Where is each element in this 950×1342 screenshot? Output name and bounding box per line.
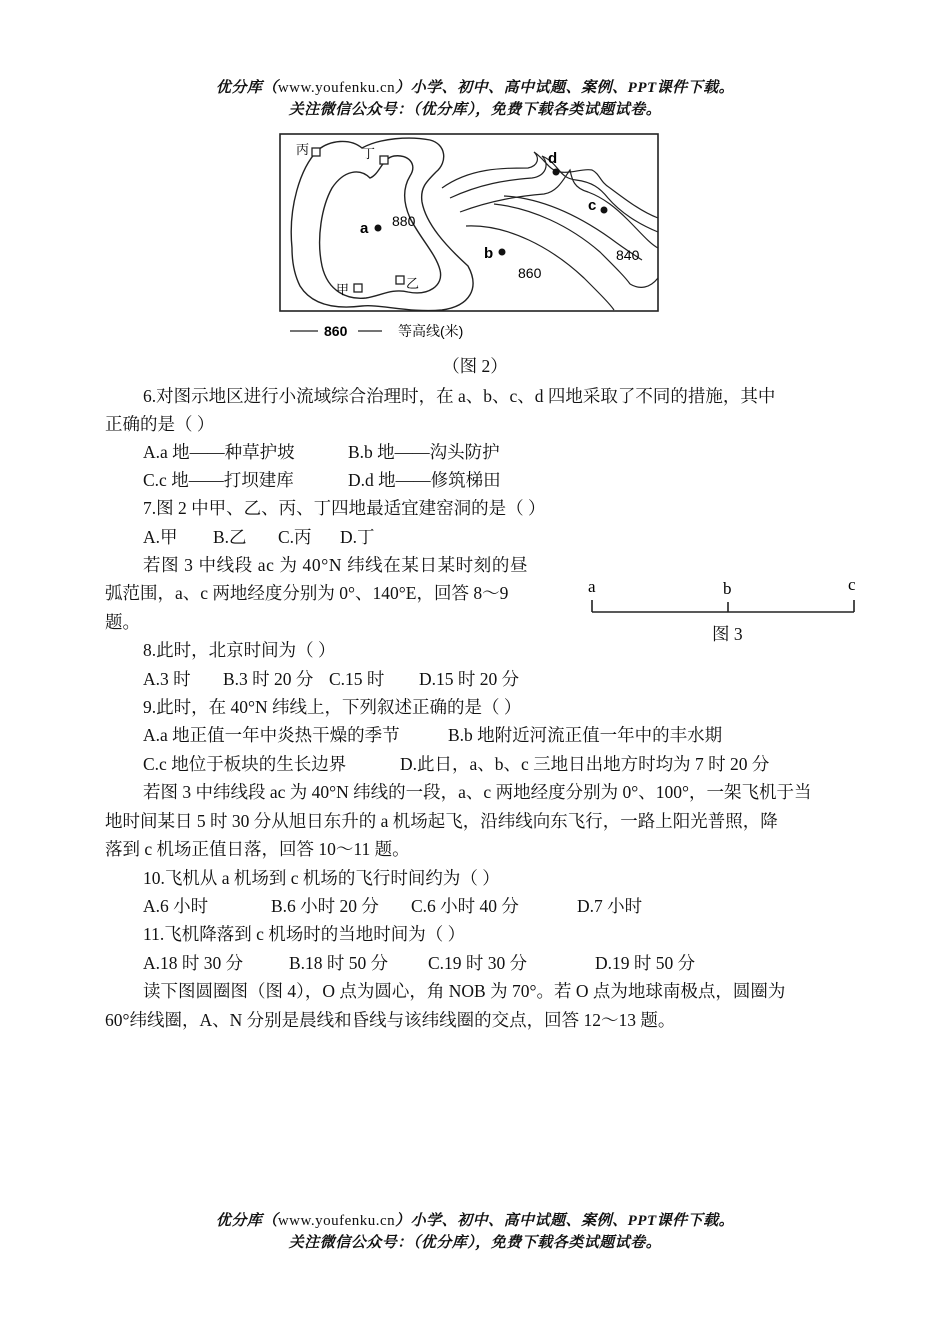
q7-option-a: A.甲: [143, 527, 178, 547]
q6-option-c: C.c 地——打坝建库: [143, 470, 294, 490]
point-d-dot: [553, 169, 560, 176]
header-line-2: 关注微信公众号：（优分库），免费下载各类试题试卷。: [288, 102, 662, 118]
q11-option-b: B.18 时 50 分: [289, 953, 389, 973]
intro-12-line-2: 60°纬线圈，A、N 分别是晨线和昏线与该纬线圈的交点，回答 12～13 题。: [105, 1010, 676, 1030]
q9-option-b: B.b 地附近河流正值一年中的丰水期: [448, 725, 723, 745]
footer-line-1: 优分库（www.youfenku.cn）小学、初中、高中试题、案例、PPT课件下载。: [215, 1213, 735, 1229]
q6-stem-line-1: 6.对图示地区进行小流域综合治理时，在 a、b、c、d 四地采取了不同的措施，其中: [143, 386, 776, 406]
q7-option-c: C.丙: [278, 527, 312, 547]
q11-option-d: D.19 时 50 分: [595, 953, 696, 973]
q11-stem: 11.飞机降落到 c 机场时的当地时间为（ ）: [143, 924, 466, 944]
intro-10-line-1: 若图 3 中纬线段 ac 为 40°N 纬线的一段，a、c 两地经度分别为 0°、100°，一架飞机于当: [143, 782, 812, 802]
q10-stem: 10.飞机从 a 机场到 c 机场的飞行时间约为（ ）: [143, 868, 500, 888]
q10-option-c: C.6 小时 40 分: [411, 896, 519, 916]
q6-stem-line-2: 正确的是（ ）: [105, 414, 215, 434]
q8-option-b: B.3 时 20 分: [223, 669, 314, 689]
q9-stem: 9.此时，在 40°N 纬线上，下列叙述正确的是（ ）: [143, 697, 522, 717]
q8-option-a: A.3 时: [143, 669, 191, 689]
place-bing-label: 丙: [296, 142, 310, 157]
intro-10-line-3: 落到 c 机场正值日落，回答 10～11 题。: [105, 839, 410, 859]
intro-10-line-2: 地时间某日 5 时 30 分从旭日东升的 a 机场起飞，沿纬线向东飞行，一路上阳光普照，降: [105, 811, 778, 831]
q9-option-a: A.a 地正值一年中炎热干燥的季节: [143, 725, 400, 745]
q10-option-d: D.7 小时: [577, 896, 643, 916]
footer-url: www.youfenku.cn: [277, 1213, 396, 1229]
fig3-label-b: b: [723, 579, 732, 598]
contour-right-2: [450, 156, 658, 232]
place-bing-marker: [312, 148, 320, 156]
q10-option-a: A.6 小时: [143, 896, 209, 916]
q9-option-d: D.此日，a、b、c 三地日出地方时均为 7 时 20 分: [400, 754, 770, 774]
place-jia-marker: [354, 284, 362, 292]
q6-options-row-2: [143, 468, 501, 492]
contour-label-840: 840: [616, 247, 640, 263]
q8-option-c: C.15 时: [329, 669, 385, 689]
q7-stem: 7.图 2 中甲、乙、丙、丁四地最适宜建窑洞的是（ ）: [143, 498, 546, 518]
q7-option-b: B.乙: [213, 527, 247, 547]
q6-option-d: D.d 地——修筑梯田: [348, 470, 501, 490]
contour-label-860: 860: [518, 265, 542, 281]
figure-2-contour-map: [270, 128, 670, 348]
q11-option-a: A.18 时 30 分: [143, 953, 244, 973]
q9-options-row-1: [143, 723, 722, 747]
q8-stem: 8.此时，北京时间为（ ）: [143, 640, 336, 660]
place-ding-marker: [380, 156, 388, 164]
q10-option-b: B.6 小时 20 分: [271, 896, 379, 916]
place-yi-label: 乙: [406, 276, 420, 291]
figure-2-caption: （图 2）: [442, 356, 508, 376]
q9-option-c: C.c 地位于板块的生长边界: [143, 754, 347, 774]
q11-option-c: C.19 时 30 分: [428, 953, 528, 973]
q9-options-row-2: [143, 752, 769, 776]
q8-option-d: D.15 时 20 分: [419, 669, 520, 689]
header-url: www.youfenku.cn: [277, 80, 396, 96]
legend-value: 860: [324, 323, 348, 339]
intro-12-line-1: 读下图圆圈图（图 4），O 点为圆心，角 NOB 为 70°。若 O 点为地球南极点，圆圈为: [143, 981, 786, 1001]
point-a-label: a: [360, 220, 369, 237]
q11-options: [143, 951, 695, 975]
footer-line-2: 关注微信公众号：（优分库），免费下载各类试题试卷。: [288, 1235, 662, 1251]
intro-8-line-2: 弧范围，a、c 两地经度分别为 0°、140°E，回答 8～9: [105, 583, 509, 603]
header-line-1: 优分库（www.youfenku.cn）小学、初中、高中试题、案例、PPT课件下载。: [215, 80, 735, 96]
q8-options: [143, 667, 519, 691]
fig3-label-a: a: [588, 577, 596, 596]
q7-option-d: D.丁: [340, 527, 375, 547]
q6-option-b: B.b 地——沟头防护: [348, 442, 500, 462]
contour-label-880: 880: [392, 213, 416, 229]
intro-8-line-1: 若图 3 中线段 ac 为 40°N 纬线在某日某时刻的昼: [143, 555, 529, 575]
point-b-dot: [499, 249, 506, 256]
q6-options-row-1: [143, 440, 500, 464]
place-ding-label: 丁: [362, 146, 376, 161]
point-c-dot: [601, 207, 608, 214]
point-a-dot: [375, 225, 382, 232]
legend-label: 等高线(米): [398, 323, 464, 339]
intro-8-line-3: 题。: [105, 612, 140, 632]
place-yi-marker: [396, 276, 404, 284]
place-jia-label: 甲: [336, 282, 350, 297]
q6-option-a: A.a 地——种草护坡: [143, 442, 295, 462]
figure-3-caption: 图 3: [712, 624, 743, 644]
point-d-label: d: [548, 150, 558, 167]
point-b-label: b: [484, 245, 494, 262]
q10-options: [143, 894, 642, 918]
q7-options: [143, 525, 375, 549]
point-c-label: c: [588, 197, 597, 214]
fig3-label-c: c: [848, 575, 856, 594]
